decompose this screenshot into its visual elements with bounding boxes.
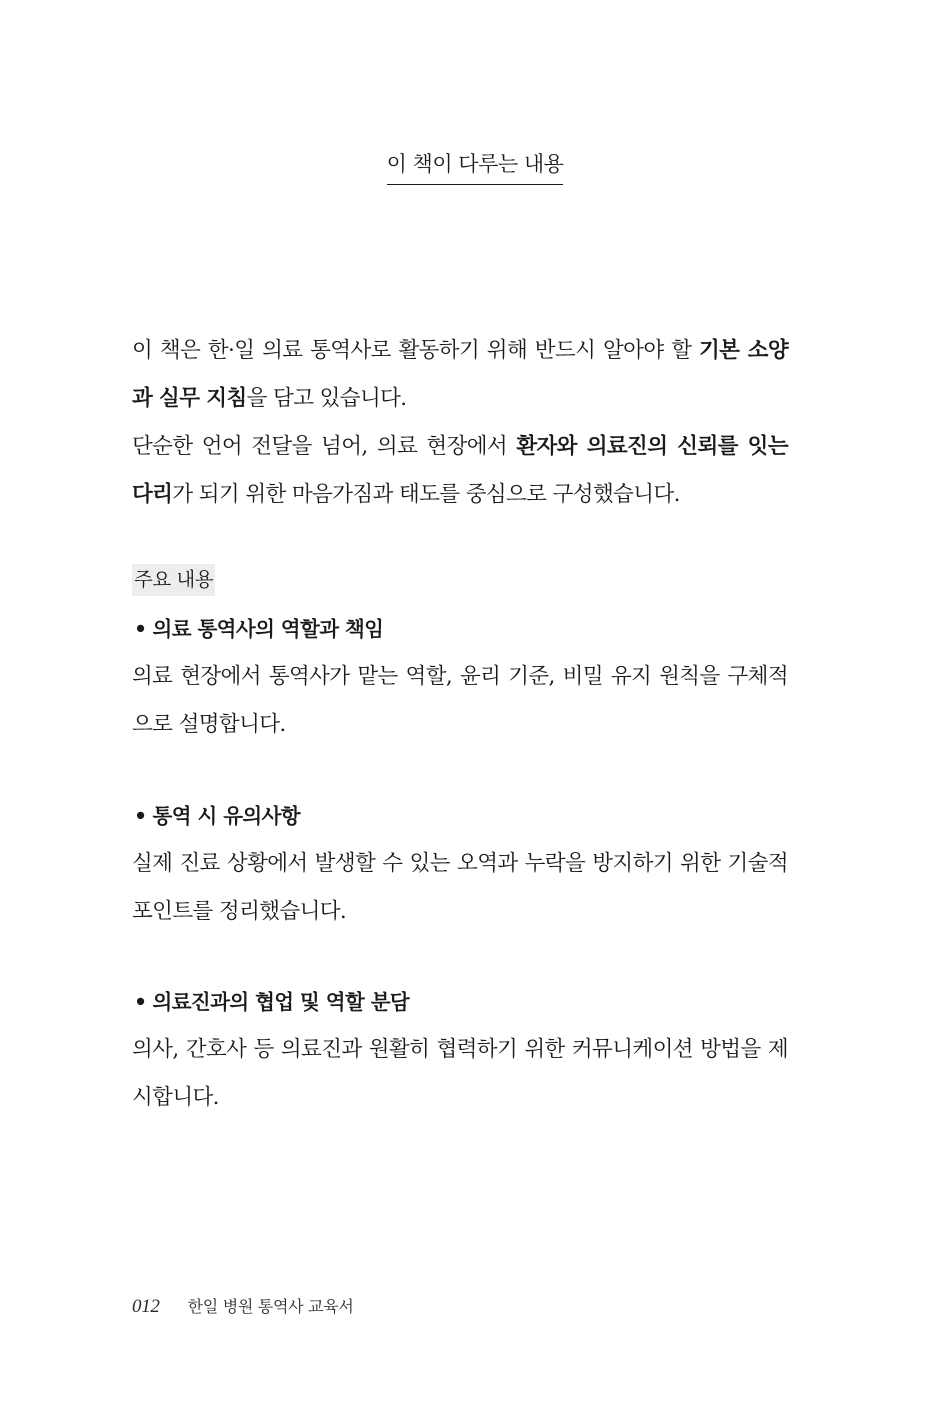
intro-paragraph-2 [132,423,788,519]
item-title-text: 의료진과의 협업 및 역할 분담 [152,990,410,1014]
intro-p2-bold: 환자와 의료진의 신뢰를 잇는 다리 [132,434,788,507]
page-footer [132,1293,354,1321]
bullet-icon: • [134,804,147,828]
bullet-icon: • [134,617,147,641]
page-heading [0,148,950,185]
section-label: 주요 내용 [132,564,215,596]
intro-text [132,327,788,519]
item-description-2: 실제 진료 상황에서 발생할 수 있는 오역과 누락을 방지하기 위한 기술적 포인트를 정리했습니다. [132,851,788,924]
bullet-icon: • [134,990,147,1014]
item-title-1 [134,613,383,645]
item-description-1: 의료 현장에서 통역사가 맡는 역할, 윤리 기준, 비밀 유지 원칙을 구체적으로 설명합니다. [132,664,788,737]
item-title-text: 의료 통역사의 역할과 책임 [152,617,384,641]
intro-paragraph-1 [132,327,788,423]
intro-p2-text-2: 가 되기 위한 마음가짐과 태도를 중심으로 구성했습니다. [172,482,680,507]
page-title: 이 책이 다루는 내용 [387,148,564,185]
intro-p1-bold: 기본 소양과 실무 지침 [132,338,788,411]
item-title-text: 통역 시 유의사항 [152,804,301,828]
page-number: 012 [132,1296,160,1317]
item-title-2 [134,800,300,832]
item-title-3 [134,986,409,1018]
item-description-3: 의사, 간호사 등 의료진과 원활히 협력하기 위한 커뮤니케이션 방법을 제시합니다. [132,1037,788,1110]
intro-p1-text-1: 이 책은 한·일 의료 통역사로 활동하기 위해 반드시 알아야 할 [132,338,699,363]
book-title: 한일 병원 통역사 교육서 [187,1297,354,1316]
intro-p2-text-1: 단순한 언어 전달을 넘어, 의료 현장에서 [132,434,517,459]
intro-p1-text-2: 을 담고 있습니다. [246,386,407,411]
